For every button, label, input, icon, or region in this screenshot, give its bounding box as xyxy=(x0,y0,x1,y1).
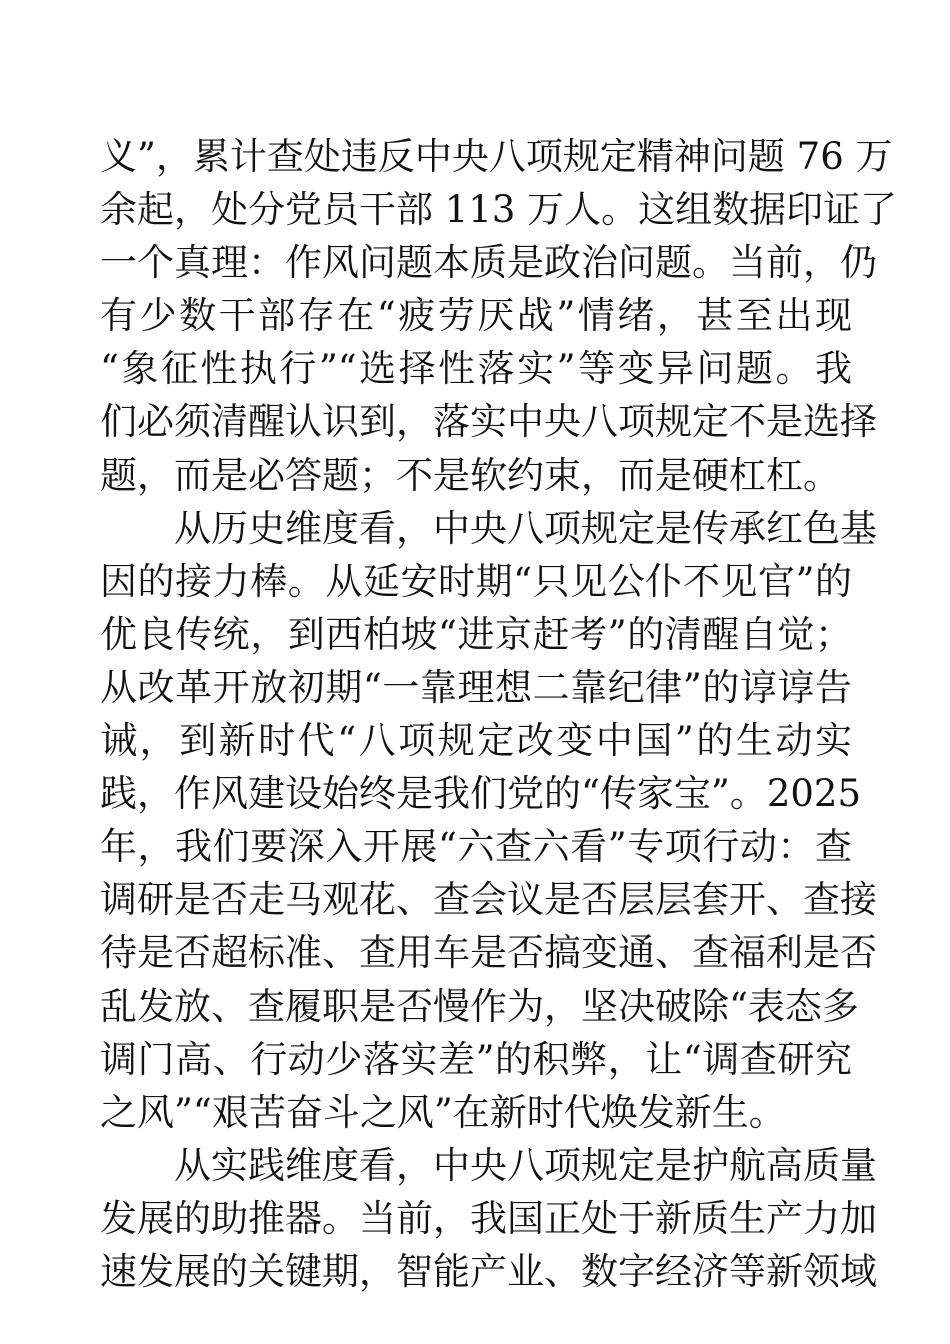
paragraph-end-line: 之风”“艰苦奋斗之风”在新时代焕发新生。 xyxy=(100,1090,786,1134)
body-text xyxy=(100,130,898,1298)
text-line: 年，我们要深入开展“六查六看”专项行动：查 xyxy=(100,825,852,869)
text-line: 速发展的关键期，智能产业、数字经济等新领域 xyxy=(100,1249,877,1293)
text-line: 发展的助推器。当前，我国正处于新质生产力加 xyxy=(100,1196,877,1240)
text-line: 余起，处分党员干部 113 万人。这组数据印证了 xyxy=(100,188,898,232)
text-line: 优良传统，到西柏坡“进京赶考”的清醒自觉； xyxy=(100,612,852,656)
text-line: “象征性执行”“选择性落实”等变异问题。我 xyxy=(100,347,852,391)
text-line: 因的接力棒。从延安时期“只见公仆不见官”的 xyxy=(100,559,852,603)
text-line: 有少数干部存在“疲劳厌战”情绪，甚至出现 xyxy=(100,294,852,338)
text-line: 从改革开放初期“一靠理想二靠纪律”的谆谆告 xyxy=(100,665,852,709)
text-line: 调研是否走马观花、查会议是否层层套开、查接 xyxy=(100,878,877,922)
text-line: 一个真理：作风问题本质是政治问题。当前，仍 xyxy=(100,241,877,285)
text-line: 待是否超标准、查用车是否搞变通、查福利是否 xyxy=(100,931,877,975)
text-line: 义”，累计查处违反中央八项规定精神问题 76 万 xyxy=(100,135,893,178)
text-line: 践，作风建设始终是我们党的“传家宝”。2025 xyxy=(100,772,861,816)
text-line: 从历史维度看，中央八项规定是传承红色基 xyxy=(100,506,877,550)
paragraph-end-line: 题，而是必答题；不是软约束，而是硬杠杠。 xyxy=(100,453,840,497)
text-line: 乱发放、查履职是否慢作为，坚决破除“表态多 xyxy=(100,984,859,1028)
text-line: 们必须清醒认识到，落实中央八项规定不是选择 xyxy=(100,400,877,444)
text-line: 诫，到新时代“八项规定改变中国”的生动实 xyxy=(100,719,852,763)
text-line: 从实践维度看，中央八项规定是护航高质量 xyxy=(100,1143,877,1187)
text-line: 调门高、行动少落实差”的积弊，让“调查研究 xyxy=(100,1037,852,1081)
